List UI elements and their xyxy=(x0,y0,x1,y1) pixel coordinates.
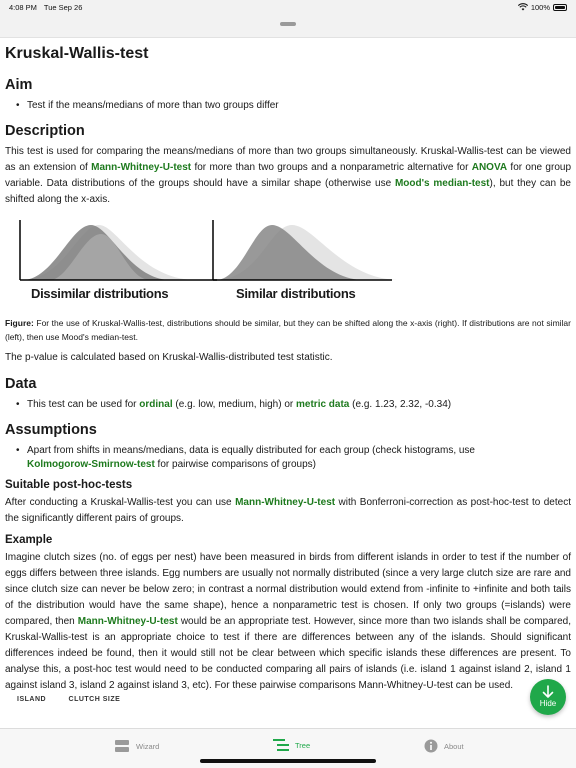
data-list xyxy=(5,398,571,412)
desc-text-2: for more than two groups and a nonparametric alternative for xyxy=(191,162,472,173)
status-right xyxy=(518,3,567,12)
assumptions-heading: Assumptions xyxy=(5,422,97,438)
caption-label: Figure: xyxy=(5,318,34,328)
status-left xyxy=(9,3,87,12)
link-metric-data[interactable]: metric data xyxy=(296,399,350,410)
example-heading: Example xyxy=(5,534,53,546)
link-ordinal[interactable]: ordinal xyxy=(139,399,173,410)
hide-button[interactable] xyxy=(530,679,566,715)
posthoc-heading: Suitable post-hoc-tests xyxy=(5,479,133,491)
tree-list-icon xyxy=(273,739,289,751)
link-mann-whitney-posthoc[interactable]: Mann-Whitney-U-test xyxy=(235,497,336,508)
example-text xyxy=(5,550,571,694)
arrow-down-icon xyxy=(541,685,555,699)
link-moods-median[interactable]: Mood's median-test xyxy=(394,178,490,189)
assumptions-list xyxy=(5,444,571,472)
aim-item: • Test if the means/medians of more than two groups differ xyxy=(5,99,571,113)
status-date: Tue Sep 26 xyxy=(43,2,83,12)
tab-about[interactable] xyxy=(424,739,464,753)
caption-text: For the use of Kruskal-Wallis-test, distributions should be similar, but they can be shifted along the x-axis (right). If distributions are not similar (left), then use Mood's median-test. xyxy=(5,318,571,342)
data-heading: Data xyxy=(5,376,37,392)
link-mann-whitney[interactable]: Mann-Whitney-U-test xyxy=(91,162,192,173)
data-item xyxy=(5,398,571,412)
posthoc-text-1: After conducting a Kruskal-Wallis-test you can use xyxy=(5,497,236,508)
dissimilar-label: Dissimilar distributions xyxy=(31,286,169,301)
similar-label: Similar distributions xyxy=(236,286,356,301)
status-time: 4:08 PM xyxy=(9,2,37,12)
tab-wizard-label: Wizard xyxy=(136,741,160,751)
page-title: Kruskal-Wallis-test xyxy=(5,45,149,62)
assumption-item xyxy=(5,444,571,472)
aim-heading: Aim xyxy=(5,77,33,93)
assumption-text-1: Apart from shifts in means/medians, data is equally distributed for each group (check histograms, use xyxy=(27,445,475,456)
assumption-text-2: for pairwise comparisons of groups) xyxy=(154,459,316,470)
tab-tree[interactable] xyxy=(273,739,310,751)
content-scroll[interactable] xyxy=(0,38,576,728)
pvalue-text: The p-value is calculated based on Kruskal-Wallis-distributed test statistic. xyxy=(5,352,333,363)
link-kolmogorow-smirnow[interactable]: Kolmogorow-Smirnow-test xyxy=(27,459,155,470)
wifi-icon xyxy=(518,3,528,11)
sheet-header xyxy=(0,14,576,38)
aim-list xyxy=(5,99,571,113)
hide-button-label: Hide xyxy=(539,699,557,708)
desc-text-1: This test is used for comparing the means/medians of more than two groups simultaneously. Kruskal-Wallis-test can be viewed as an extension of xyxy=(5,146,571,173)
home-indicator[interactable] xyxy=(200,759,376,763)
battery-percent: 100% xyxy=(530,2,550,12)
data-text-3: (e.g. 1.23, 2.32, -0.34) xyxy=(349,399,452,410)
sheet-grabber[interactable] xyxy=(280,22,296,26)
battery-icon xyxy=(553,4,567,11)
link-anova[interactable]: ANOVA xyxy=(471,162,508,173)
description-heading: Description xyxy=(5,123,85,139)
table-header-peek xyxy=(5,696,571,706)
data-text-1: This test can be used for xyxy=(27,399,140,410)
dissimilar-distributions-graphic xyxy=(19,220,219,286)
distribution-figure xyxy=(5,220,571,308)
desc-text-3: for one group variable. Data distributions of the groups should have a similar shape (otherwise use xyxy=(5,162,572,189)
description-text xyxy=(5,144,571,208)
tab-about-label: About xyxy=(444,741,464,751)
figure-caption xyxy=(5,316,571,344)
posthoc-text-2: with Bonferroni-correction as post-hoc-test to detect the significantly different pairs of groups. xyxy=(5,497,571,524)
tab-tree-label: Tree xyxy=(295,740,311,750)
table-col-island: ISLAND xyxy=(17,696,47,703)
data-text-2: (e.g. low, medium, high) or xyxy=(172,399,297,410)
info-icon xyxy=(424,739,438,753)
status-bar xyxy=(0,0,576,14)
similar-distributions-graphic xyxy=(212,220,412,286)
desc-text-4: ), but they can be shifted along the x-axis. xyxy=(5,178,571,205)
link-mann-whitney-example[interactable]: Mann-Whitney-U-test xyxy=(77,616,178,627)
wizard-icon xyxy=(114,739,130,753)
example-text-2: would be an appropriate test. However, since more than two islands shall be compared, Kruskal-Wallis-test is an appropriate choice to test if there are differences between any of the islands. Should significant differences indeed be found, then it would still not be clear between which specific islands these differences are present. To analyse this, a post-hoc test would need to be conducted comparing all pairs of islands (i.e. island 1 against island 2, island 1 against island 3, island 2 against island 3, etc). For these pairwise comparisons Mann-Whitney-U-test can be used. xyxy=(5,616,571,691)
table-col-clutch-size: CLUTCH SIZE xyxy=(68,696,121,703)
example-text-1: Imagine clutch sizes (no. of eggs per nest) have been measured in birds from different islands in order to test if the number of eggs differs between three islands. Egg numbers are usually not normally distributed (since a very large clutch size are rare and since clutch size can never be below zero; in contrast a normal distribution would extend from -infinite to +infinite and both tails of the distribution would have the same shape), hence a nonparametric test is chosen. If only two groups (=islands) were compared, then xyxy=(5,552,571,627)
tab-wizard[interactable] xyxy=(114,739,159,753)
posthoc-text xyxy=(5,495,571,527)
